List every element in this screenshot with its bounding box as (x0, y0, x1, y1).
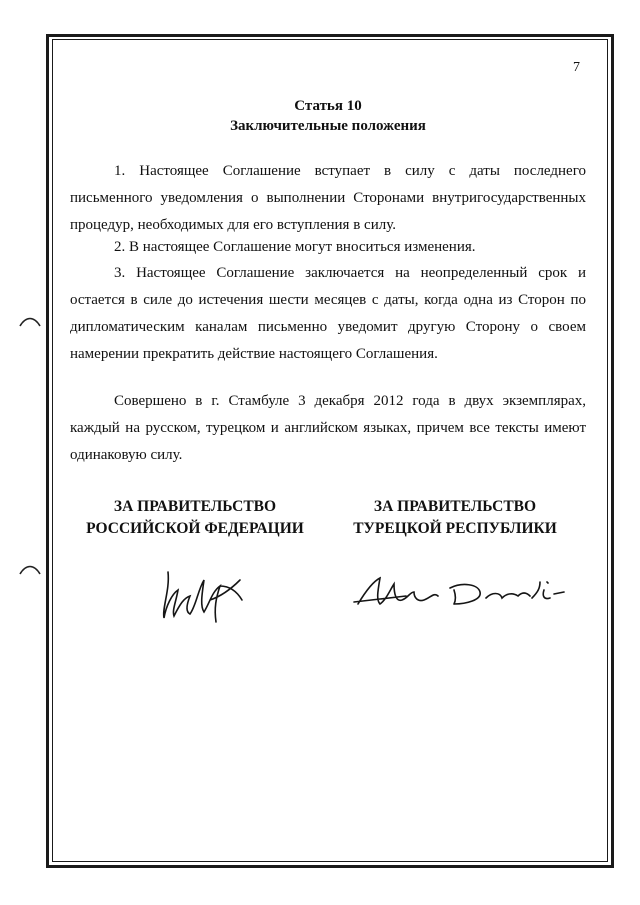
paragraph-1: 1. Настоящее Соглашение вступает в силу с даты последнего письменного уведомления о выполнении Сторонами внутригосударственных процедур, необходимых для его вступления в силу. (70, 163, 586, 233)
binding-mark-top (18, 314, 42, 330)
signatory-turkey (330, 496, 580, 540)
signature-russia (150, 550, 260, 630)
signatory-russia-line2: РОССИЙСКОЙ ФЕДЕРАЦИИ (86, 520, 304, 537)
signature-turkey (350, 570, 575, 620)
signatory-russia-line1: ЗА ПРАВИТЕЛЬСТВО (113, 498, 277, 515)
paragraph-2: 2. В настоящее Соглашение могут вноситься изменения. (114, 239, 476, 255)
article-subtitle: Заключительные положения (230, 118, 426, 134)
binding-mark-bottom (18, 562, 42, 578)
article-title: Статья 10 (294, 98, 362, 114)
paragraph-3: 3. Настоящее Соглашение заключается на неопределенный срок и остается в силе до истечения шести месяцев с даты, когда одна из Сторон по дипломатическим каналам письменно уведомит другую Сторону о своем намерении прекратить действие настоящего Соглашения. (70, 265, 586, 362)
signatory-russia (70, 496, 320, 540)
closing-paragraph: Совершено в г. Стамбуле 3 декабря 2012 года в двух экземплярах, каждый на русском, турецком и английском языках, причем все тексты имеют одинаковую силу. (70, 393, 586, 463)
signatory-turkey-line2: ТУРЕЦКОЙ РЕСПУБЛИКИ (353, 520, 557, 537)
signatory-turkey-line1: ЗА ПРАВИТЕЛЬСТВО (373, 498, 537, 515)
page-number: 7 (573, 60, 580, 75)
